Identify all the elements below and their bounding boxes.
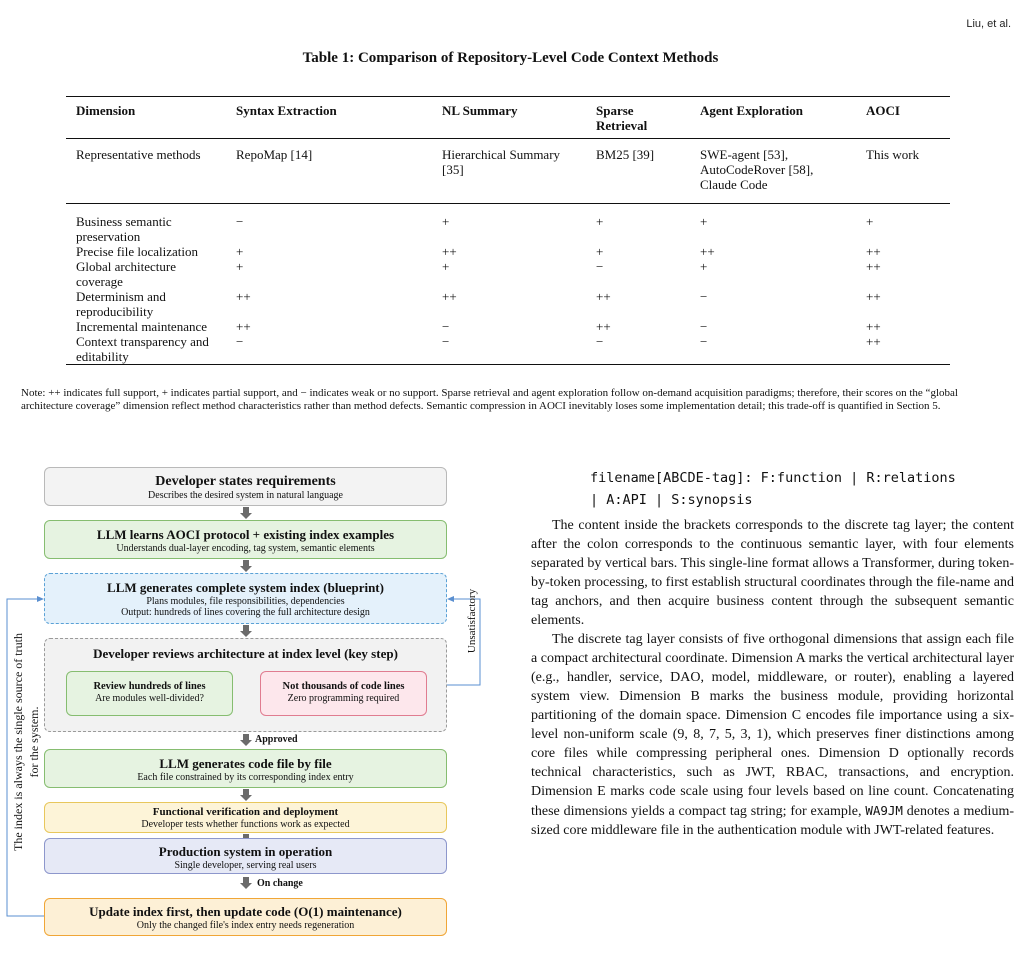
rating-cell: ++ (442, 289, 457, 304)
table-caption: Table 1: Comparison of Repository-Level Code Context Methods (302, 50, 719, 66)
comparison-table (66, 96, 950, 365)
rating-cell: ++ (442, 244, 457, 259)
table-row-representative (66, 139, 950, 204)
rating-cell: ++ (856, 334, 950, 365)
box-title: Not thousands of code lines (282, 681, 405, 692)
row-label: Representative methods (76, 147, 201, 162)
table-note: Note: ++ indicates full support, + indicates partial support, and − indicates weak or no support. Sparse retrieval and agent exploration follow on-demand acquisition paradigms; therefore, their scores on the “global architecture coverage” dimension reflect method characteristics rather than method defects. Semantic compression in AOCI inevitably loses some implementation detail; this trade-off is quantified in Section 5. (21, 387, 958, 412)
table-row (66, 334, 950, 365)
step-subtitle: Developer tests whether functions work as expected (141, 819, 350, 830)
step-title: Update index first, then update code (O(1) maintenance) (89, 904, 402, 919)
step-subtitle: Understands dual-layer encoding, tag system, semantic elements (116, 543, 375, 554)
step-llm-learns-protocol (44, 520, 447, 559)
step-subtitle: Describes the desired system in natural language (148, 490, 343, 501)
left-loop-arrowhead (37, 596, 44, 602)
table-cell: Hierarchical Summary [35] (442, 147, 561, 177)
table-cell: SWE-agent [53], AutoCodeRover [58], Claude Code (700, 147, 814, 192)
rating-cell: − (432, 334, 586, 365)
step-title: LLM generates code file by file (159, 756, 332, 771)
rating-cell: ++ (596, 319, 611, 334)
row-label: Precise file localization (76, 244, 199, 259)
table-row (66, 204, 950, 245)
side-label-line1: The index is always the single source of truth (11, 633, 25, 851)
rating-cell: ++ (866, 289, 881, 304)
rating-cell: ++ (236, 289, 251, 304)
column-header: Sparse Retrieval (586, 97, 690, 139)
rating-cell: − (586, 334, 690, 365)
right-loop-arrowhead (447, 596, 454, 602)
row-label: Global architecture coverage (76, 259, 176, 289)
table-header-row (66, 97, 950, 139)
step-subtitle: Only the changed file's index entry needs regeneration (136, 920, 355, 931)
row-label: Incremental maintenance (76, 319, 208, 334)
rating-cell: ++ (596, 289, 611, 304)
rating-cell: − (596, 259, 604, 274)
tag-example: WA9JM (865, 803, 903, 818)
rating-cell: ++ (700, 244, 715, 259)
rating-cell: − (700, 319, 708, 334)
step-title: Developer reviews architecture at index level (key step) (93, 646, 398, 661)
on-change-label: On change (257, 878, 303, 889)
step-title: Production system in operation (158, 844, 333, 859)
table-cell: RepoMap [14] (236, 147, 313, 162)
row-label: Business semantic preservation (66, 204, 226, 245)
column-header: Syntax Extraction (226, 97, 432, 139)
feedback-lines (0, 560, 490, 930)
table-cell: BM25 [39] (596, 147, 655, 162)
step-subtitle-2: Output: hundreds of lines covering the full architecture design (121, 607, 370, 618)
rating-cell: + (236, 259, 244, 274)
rating-cell: − (226, 204, 432, 245)
box-subtitle: Are modules well-divided? (95, 693, 204, 704)
step-title: Developer states requirements (155, 474, 336, 489)
step-subtitle: Single developer, serving real users (174, 860, 317, 871)
rating-cell: + (442, 259, 450, 274)
table-row (66, 244, 950, 259)
rating-cell: + (236, 244, 244, 259)
code-format-line-1: filename[ABCDE-tag]: F:function | R:relations (590, 470, 956, 486)
side-label-line2: for the system. (27, 706, 41, 778)
row-label: Context transparency and editability (66, 334, 226, 365)
paragraph-text-b: denotes a medium-sized core middleware file in the authentication module with JWT-related features. (531, 804, 1014, 838)
paragraph-tag-layer: The content inside the brackets corresponds to the discrete tag layer; the content after the colon corresponds to the continuous semantic layer, with four elements separated by vertical bars. This single-line format allows a Transformer, during token-by-token processing, to first establish structural coordinates through the file-name and tag anchors, and then acquire business content through the subsequent semantic elements. (531, 518, 1014, 628)
rating-cell: + (690, 204, 856, 245)
step-title: Functional verification and deployment (152, 806, 339, 818)
step-title: LLM generates complete system index (blueprint) (107, 580, 384, 595)
rating-cell: ++ (866, 259, 881, 274)
table-row (66, 319, 950, 334)
rating-cell: + (432, 204, 586, 245)
rating-cell: ++ (236, 319, 251, 334)
rating-cell: − (226, 334, 432, 365)
column-header: NL Summary (432, 97, 586, 139)
column-header: Agent Exploration (690, 97, 856, 139)
rating-cell: − (442, 319, 450, 334)
column-header: Dimension (66, 97, 226, 139)
column-header: AOCI (856, 97, 950, 139)
paragraph-text-a: The discrete tag layer consists of five orthogonal dimensions that assign each file a compact architectural coordinate. Dimension A marks the vertical architectural layer (e.g., handler, service, DAO, model, middleware, or router), enabling a layered system view. Dimension B marks the business module, providing horizontal partitioning of the domain space. Dimension C encodes file importance using a six-level non-uniform scale (9, 8, 7, 5, 3, 1), which preserves finer distinctions among core files while compressing peripheral ones. Dimension D optionally records technical characteristics, such as JWT, RBAC, transactions, and encryption. Dimension E marks code scale using four levels based on line count. Concatenating these dimensions yields a compact tag string; for example, (531, 632, 1014, 819)
rating-cell: − (700, 289, 708, 304)
step-title: LLM learns AOCI protocol + existing index examples (96, 527, 395, 542)
unsatisfactory-label: Unsatisfactory (466, 588, 478, 654)
running-head: Liu, et al. (966, 18, 1011, 30)
table-cell: This work (866, 147, 920, 162)
step-developer-states-requirements (44, 467, 447, 506)
rating-cell: + (700, 259, 708, 274)
rating-cell: ++ (866, 319, 881, 334)
rating-cell: + (586, 204, 690, 245)
box-title: Review hundreds of lines (93, 681, 206, 692)
paragraph-dimensions (531, 630, 1014, 840)
step-subtitle: Plans modules, file responsibilities, dependencies (146, 596, 345, 607)
code-format-line-2: | A:API | S:synopsis (590, 492, 753, 508)
table-row (66, 259, 950, 289)
rating-cell: + (596, 244, 604, 259)
down-arrow-icon (240, 507, 252, 519)
rating-cell: ++ (866, 244, 881, 259)
rating-cell: − (690, 334, 856, 365)
step-subtitle: Each file constrained by its corresponding index entry (137, 772, 354, 783)
box-subtitle: Zero programming required (287, 693, 400, 704)
table-row (66, 289, 950, 319)
rating-cell: + (856, 204, 950, 245)
approved-label: Approved (255, 734, 298, 745)
row-label: Determinism and reproducibility (76, 289, 166, 319)
